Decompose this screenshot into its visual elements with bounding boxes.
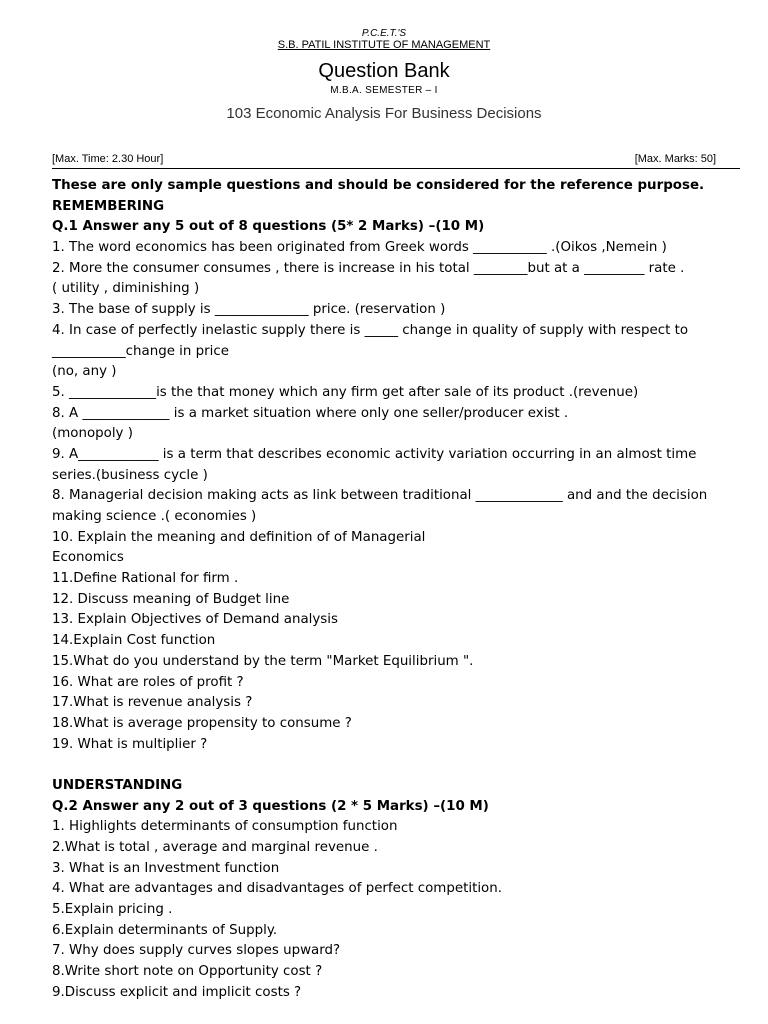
question-line: 3. The base of supply is ______________ price. (reservation ) xyxy=(52,302,446,318)
question-line: 9.Discuss explicit and implicit costs ? xyxy=(52,984,302,1000)
question-line: 5. _____________is the that money which any firm get after sale of its product .(revenue) xyxy=(52,384,639,400)
question-line: 17.What is revenue analysis ? xyxy=(52,695,253,711)
subject-title: 103 Economic Analysis For Business Decisions xyxy=(226,105,542,122)
section-heading: UNDERSTANDING xyxy=(52,777,183,793)
question-line: 9. A____________ is a term that describes economic activity variation occurring in an almost time xyxy=(52,446,697,462)
question-line: 14.Explain Cost function xyxy=(52,633,216,649)
header-divider xyxy=(52,168,740,169)
question-line: 4. In case of perfectly inelastic supply there is _____ change in quality of supply with respect to xyxy=(52,322,689,338)
question-line: ___________change in price xyxy=(52,343,229,359)
question-line: 1. Highlights determinants of consumption function xyxy=(52,819,398,835)
college-trust-name: P.C.E.T.'S xyxy=(361,28,407,39)
section-heading: These are only sample questions and should be considered for the reference purpose. xyxy=(52,178,705,193)
question-line: 16. What are roles of profit ? xyxy=(52,674,244,690)
question-line: 1. The word economics has been originated from Greek words ___________ .(Oikos ,Nemein ) xyxy=(52,240,667,256)
section-heading: Q.1 Answer any 5 out of 8 questions (5* 2 Marks) –(10 M) xyxy=(52,219,485,235)
question-line: 11.Define Rational for firm . xyxy=(52,571,239,587)
question-line: 8. Managerial decision making acts as link between traditional _____________ and and the decision xyxy=(52,488,708,504)
institute-name: S.B. PATIL INSTITUTE OF MANAGEMENT xyxy=(277,39,491,51)
question-line: 6.Explain determinants of Supply. xyxy=(52,922,278,938)
question-line: 18.What is average propensity to consume ? xyxy=(52,715,352,731)
question-line: 3. What is an Investment function xyxy=(52,860,280,876)
question-line: 2.What is total , average and marginal revenue . xyxy=(52,840,378,855)
question-line: 4. What are advantages and disadvantages of perfect competition. xyxy=(52,881,502,897)
question-line: 8.Write short note on Opportunity cost ? xyxy=(52,964,323,980)
question-line: ( utility , diminishing ) xyxy=(52,281,200,297)
question-line: (monopoly ) xyxy=(52,426,133,442)
question-line: 13. Explain Objectives of Demand analysis xyxy=(52,612,338,628)
question-line: 2. More the consumer consumes , there is increase in his total ________but at a _________ rate . xyxy=(52,260,685,276)
section-heading: Q.2 Answer any 2 out of 3 questions (2 * 5 Marks) –(10 M) xyxy=(52,798,489,814)
question-line: series.(business cycle ) xyxy=(52,467,208,483)
question-line: 8. A _____________ is a market situation where only one seller/producer exist . xyxy=(52,405,569,421)
question-line: 19. What is multiplier ? xyxy=(52,736,208,752)
question-list xyxy=(52,176,742,1004)
question-line: Economics xyxy=(52,550,124,566)
question-line: 7. Why does supply curves slopes upward? xyxy=(52,943,341,959)
blank-line xyxy=(52,755,742,776)
question-line: 5.Explain pricing . xyxy=(52,902,173,918)
question-line: (no, any ) xyxy=(52,364,117,380)
max-time: [Max. Time: 2.30 Hour] xyxy=(52,153,164,165)
question-line: 15.What do you understand by the term "Market Equilibrium ". xyxy=(52,653,474,669)
question-line: 10. Explain the meaning and definition of of Managerial xyxy=(52,529,426,545)
question-line: 12. Discuss meaning of Budget line xyxy=(52,591,290,607)
question-line: making science .( economies ) xyxy=(52,509,257,524)
max-marks: [Max. Marks: 50] xyxy=(634,153,716,165)
page-title: Question Bank xyxy=(318,60,450,82)
semester-label: M.B.A. SEMESTER – I xyxy=(330,85,438,96)
section-heading: REMEMBERING xyxy=(52,198,165,214)
